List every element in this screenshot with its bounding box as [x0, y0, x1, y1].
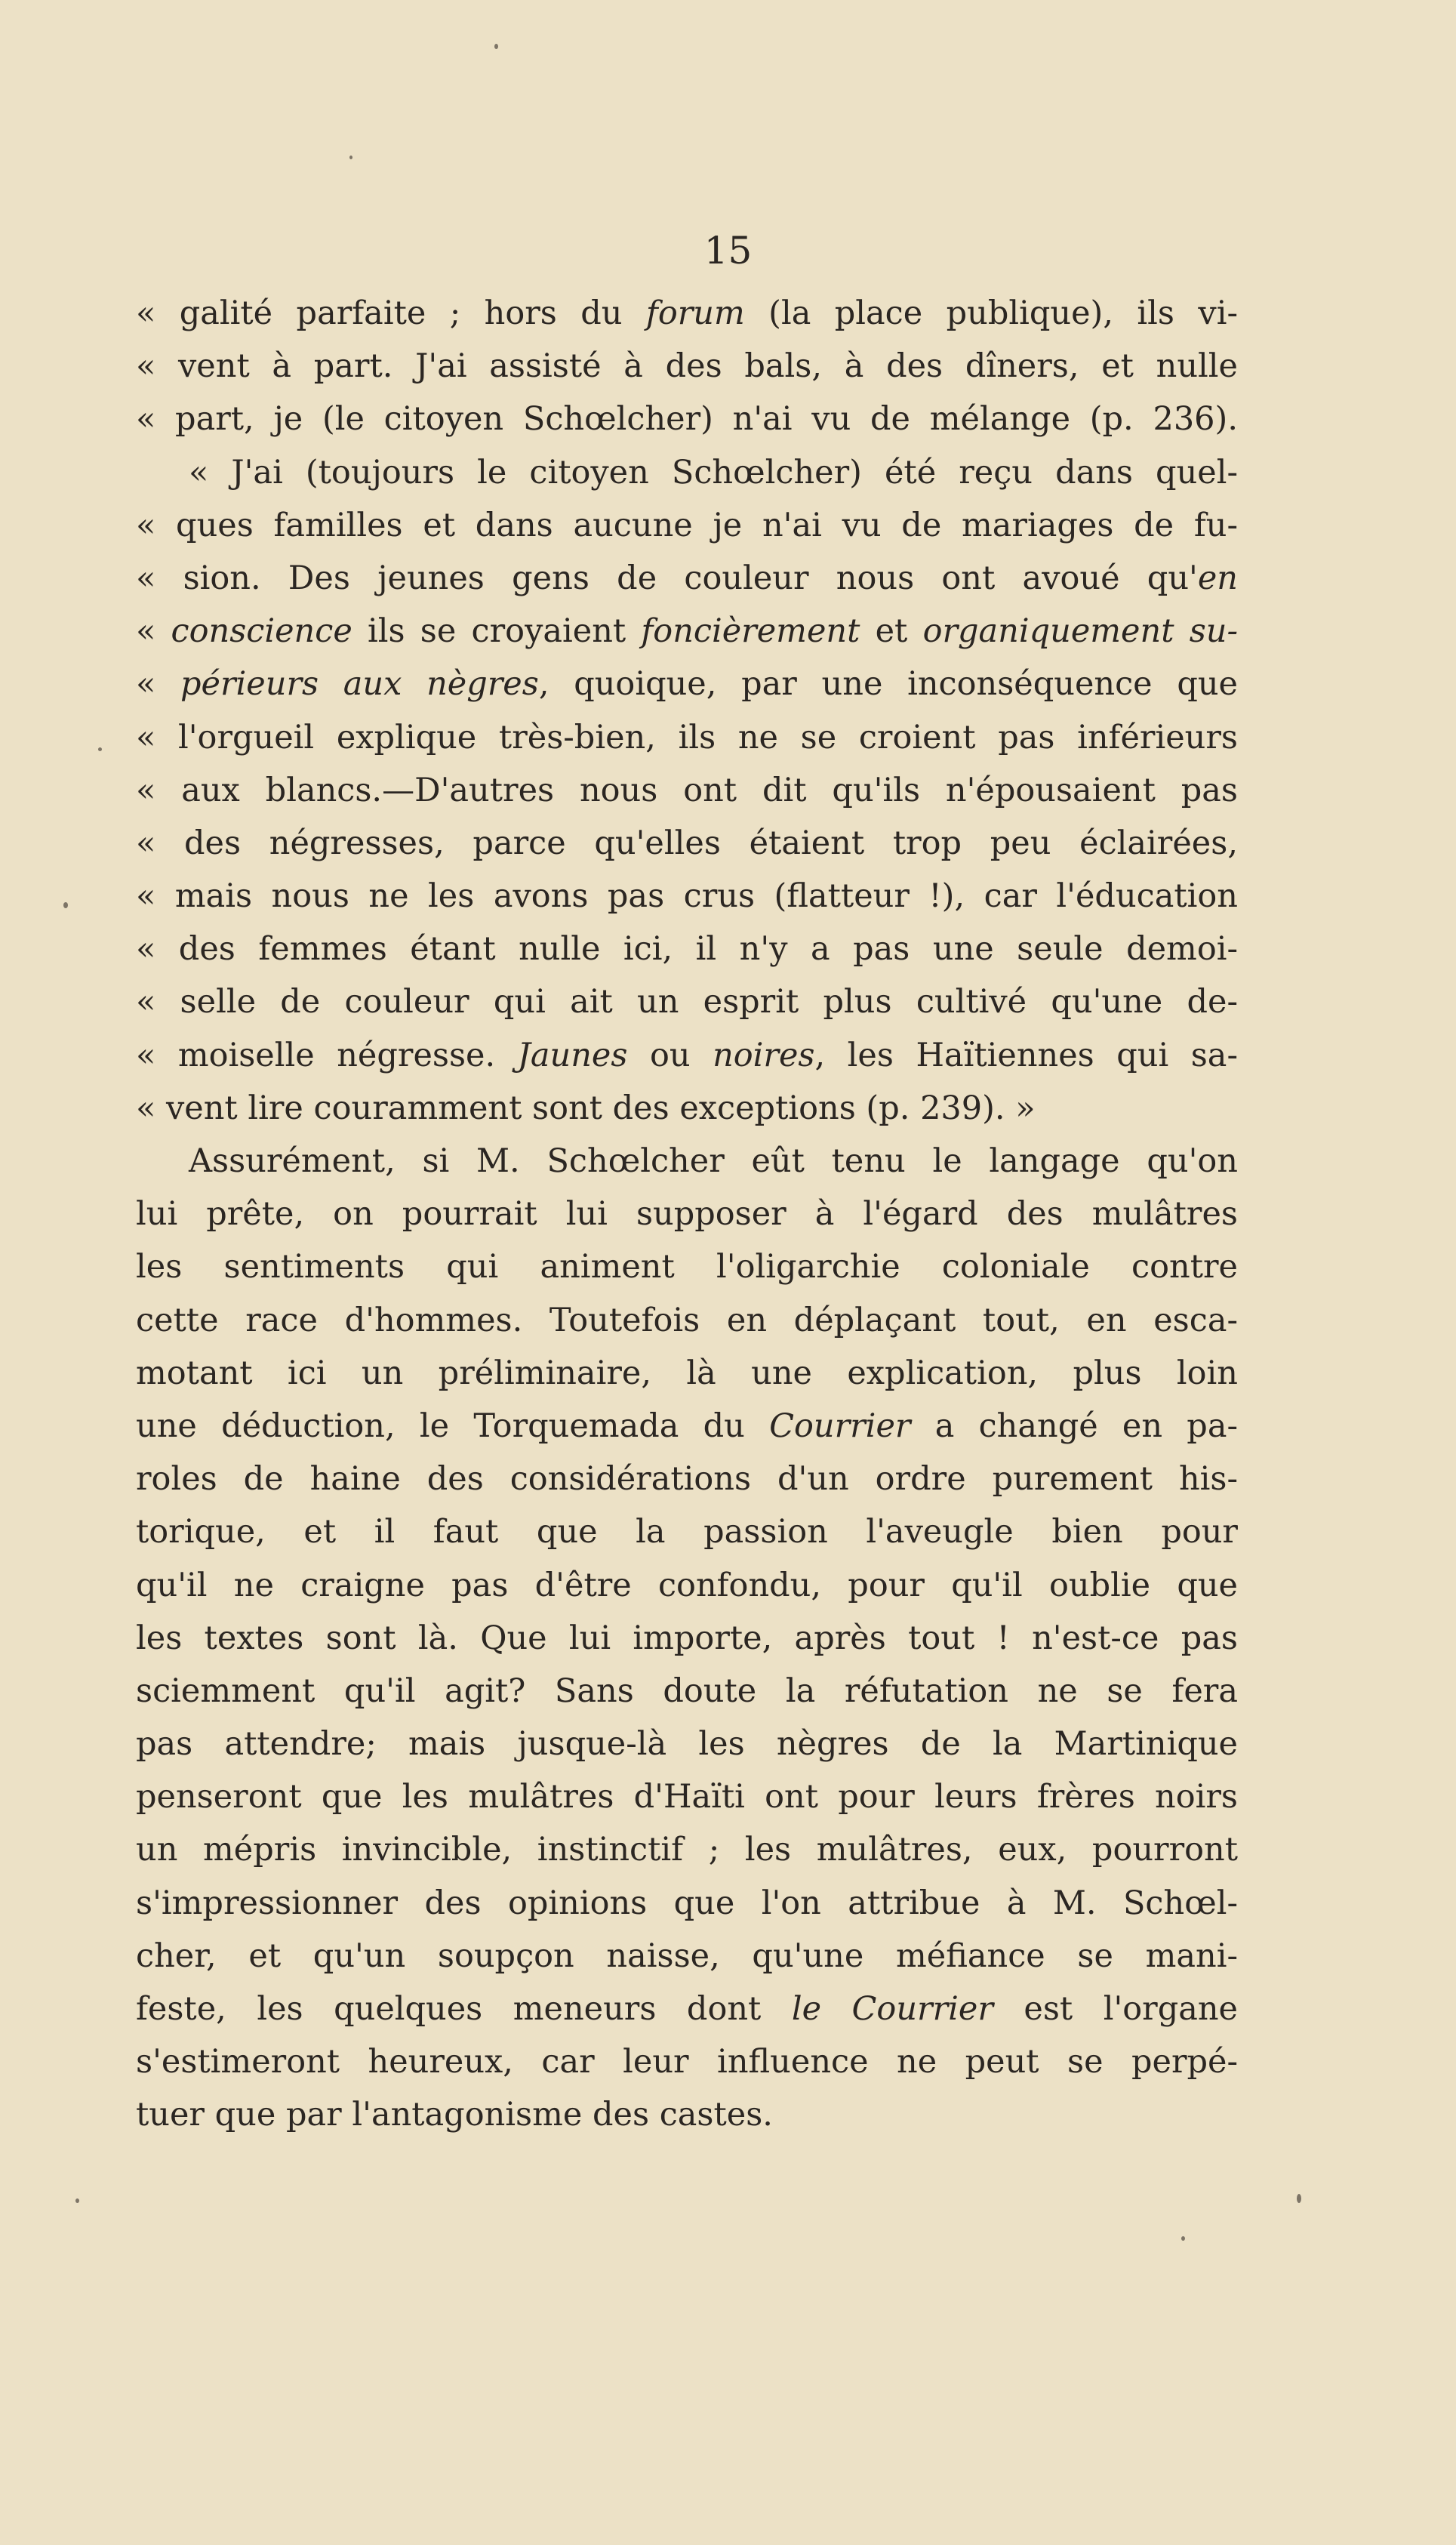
italic-text: en: [1197, 559, 1238, 597]
text-segment: « part, je (le citoyen Schœlcher) n'ai vu de mélange (p. 236).: [136, 400, 1238, 439]
text-segment: qu'il ne craigne pas d'être confondu, pour qu'il oublie que: [136, 1566, 1238, 1604]
text-segment: pas attendre; mais jusque-là les nègres de la Martinique: [136, 1725, 1238, 1764]
text-segment: « galité parfaite ; hors du: [136, 294, 646, 332]
text-line: [136, 975, 1238, 1028]
text-line: [136, 1505, 1238, 1558]
text-segment: , quoique, par une inconséquence que: [538, 665, 1238, 704]
text-segment: a changé en pa-: [910, 1407, 1238, 1445]
text-line: [136, 1983, 1238, 2035]
page-number: 15: [703, 229, 753, 273]
text-segment: « vent lire couramment sont des exceptions (p. 239). »: [136, 1089, 1036, 1127]
text-segment: les sentiments qui animent l'oligarchie coloniale contre: [136, 1248, 1238, 1286]
text-line: [136, 1453, 1238, 1505]
text-line: [136, 2035, 1238, 2088]
italic-text: forum: [645, 294, 745, 332]
text-segment: «: [136, 665, 181, 704]
text-segment: « ques familles et dans aucune je n'ai vu de mariages de fu-: [136, 506, 1238, 544]
text-segment: penseront que les mulâtres d'Haïti ont pour leurs frères noirs: [136, 1778, 1238, 1816]
text-segment: s'estimeront heureux, car leur influence ne peut se perpé-: [136, 2043, 1238, 2081]
text-line: [136, 923, 1238, 975]
text-line: [136, 552, 1238, 605]
text-line: [136, 499, 1238, 552]
text-segment: sciemment qu'il agit? Sans doute la réfutation ne se fera: [136, 1672, 1238, 1710]
paper-speck: [1297, 2194, 1301, 2203]
text-line: [136, 870, 1238, 923]
text-segment: « aux blancs.—D'autres nous ont dit qu'ils n'épousaient pas: [136, 771, 1238, 809]
text-segment: les textes sont là. Que lui importe, après tout ! n'est-ce pas: [136, 1619, 1238, 1657]
text-line: [136, 1082, 1238, 1135]
italic-text: Courrier: [769, 1407, 911, 1445]
text-line: [136, 1877, 1238, 1930]
text-segment: « vent à part. J'ai assisté à des bals, à des dîners, et nulle: [136, 347, 1238, 386]
text-segment: une déduction, le Torquemada du: [136, 1407, 770, 1445]
paper-speck: [494, 44, 498, 49]
body-text: [136, 287, 1238, 2142]
text-line: [136, 1029, 1238, 1082]
text-line: [136, 1770, 1238, 1823]
text-line: [136, 1294, 1238, 1347]
italic-text: périeurs aux nègres: [180, 665, 539, 704]
italic-text: organiquement su-: [922, 612, 1238, 651]
text-segment: un mépris invincible, instinctif ; les mulâtres, eux, pourront: [136, 1831, 1238, 1869]
text-segment: « des négresses, parce qu'elles étaient trop peu éclairées,: [136, 824, 1238, 862]
italic-text: noires: [713, 1036, 815, 1074]
text-line: [136, 711, 1238, 764]
italic-text: foncièrement: [641, 612, 860, 651]
text-segment: «: [136, 612, 171, 651]
text-segment: ils se croyaient: [352, 612, 642, 651]
text-segment: , les Haïtiennes qui sa-: [814, 1036, 1238, 1074]
text-line: [136, 1930, 1238, 1983]
italic-text: conscience: [171, 612, 352, 651]
text-line: [136, 605, 1238, 658]
text-line: [136, 1612, 1238, 1665]
text-line: [136, 1559, 1238, 1612]
text-line: [136, 764, 1238, 817]
text-line: [136, 1135, 1238, 1188]
paper-speck: [75, 2198, 79, 2203]
text-line: [136, 287, 1238, 340]
text-segment: « mais nous ne les avons pas crus (flatteur !), car l'éducation: [136, 877, 1238, 916]
text-segment: torique, et il faut que la passion l'aveugle bien pour: [136, 1513, 1238, 1551]
text-segment: feste, les quelques meneurs dont: [136, 1990, 792, 2028]
italic-text: Jaunes: [517, 1036, 628, 1074]
text-line: [136, 1347, 1238, 1400]
text-segment: « des femmes étant nulle ici, il n'y a pas une seule demoi-: [136, 930, 1238, 969]
text-segment: lui prête, on pourrait lui supposer à l'égard des mulâtres: [136, 1195, 1238, 1234]
text-line: [136, 1718, 1238, 1770]
text-segment: et: [860, 612, 923, 651]
text-segment: « selle de couleur qui ait un esprit plus cultivé qu'une de-: [136, 983, 1238, 1021]
text-segment: « J'ai (toujours le citoyen Schœlcher) été reçu dans quel-: [189, 453, 1238, 491]
text-segment: roles de haine des considérations d'un ordre purement his-: [136, 1460, 1238, 1499]
text-line: [136, 2088, 1238, 2141]
text-line: [136, 340, 1238, 393]
text-line: [136, 446, 1238, 499]
text-line: [136, 1665, 1238, 1718]
text-segment: (la place publique), ils vi-: [744, 294, 1238, 332]
text-line: [136, 1188, 1238, 1240]
text-segment: tuer que par l'antagonisme des castes.: [136, 2096, 773, 2134]
italic-text: le Courrier: [791, 1990, 993, 2028]
text-line: [136, 658, 1238, 710]
text-segment: cette race d'hommes. Toutefois en déplaçant tout, en esca-: [136, 1301, 1238, 1339]
text-segment: s'impressionner des opinions que l'on attribue à M. Schœl-: [136, 1884, 1238, 1922]
text-segment: Assurément, si M. Schœlcher eût tenu le langage qu'on: [189, 1142, 1238, 1180]
text-segment: est l'organe: [993, 1990, 1239, 2028]
text-line: [136, 393, 1238, 445]
paper-speck: [98, 747, 102, 751]
paper-speck: [349, 156, 352, 159]
text-segment: « l'orgueil explique très-bien, ils ne se croient pas inférieurs: [136, 718, 1238, 756]
text-segment: « sion. Des jeunes gens de couleur nous ont avoué qu': [136, 559, 1198, 597]
text-segment: ou: [627, 1036, 713, 1074]
text-line: [136, 1240, 1238, 1293]
text-line: [136, 1400, 1238, 1453]
text-line: [136, 1823, 1238, 1876]
text-segment: motant ici un préliminaire, là une explication, plus loin: [136, 1354, 1238, 1392]
text-segment: cher, et qu'un soupçon naisse, qu'une méfiance se mani-: [136, 1936, 1238, 1975]
text-segment: « moiselle négresse.: [136, 1036, 518, 1074]
text-line: [136, 817, 1238, 870]
paper-speck: [1181, 2236, 1185, 2241]
paper-speck: [63, 902, 68, 908]
